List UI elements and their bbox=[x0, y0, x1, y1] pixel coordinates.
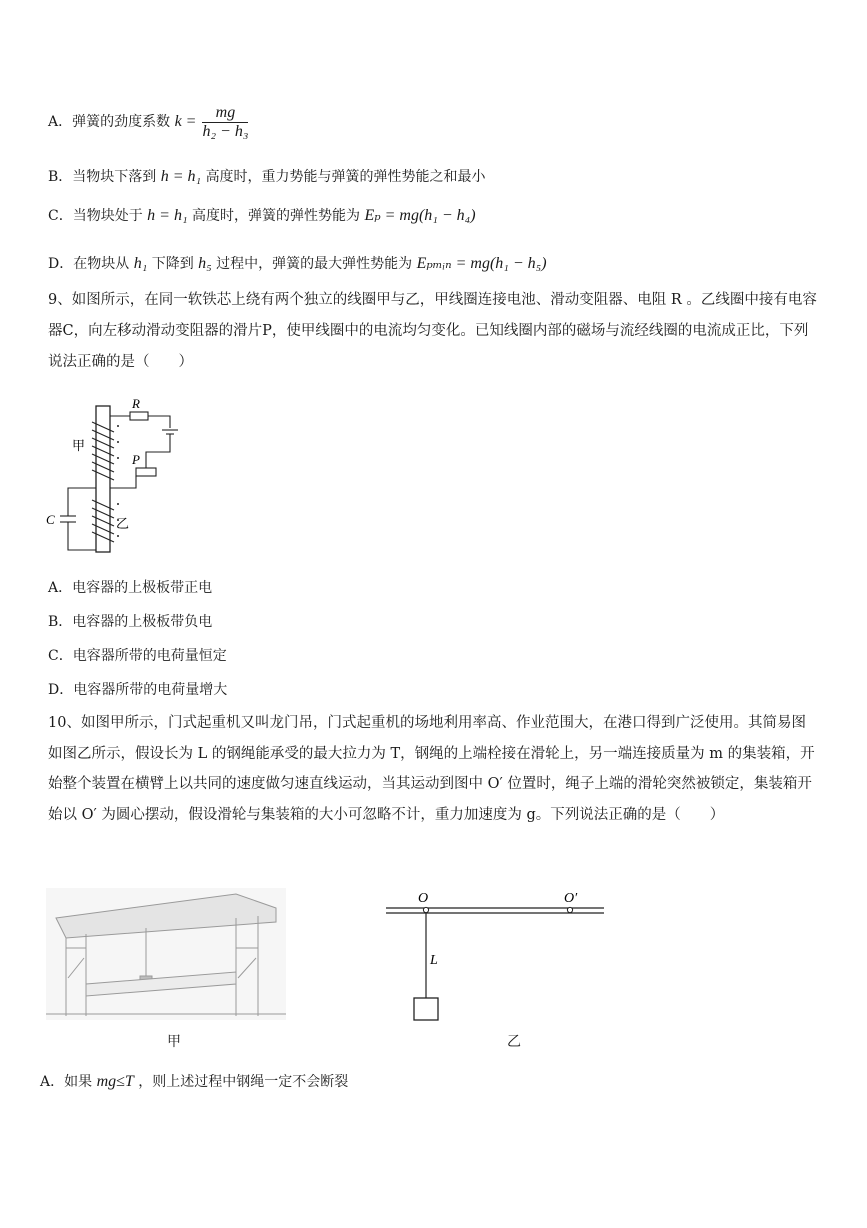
iron-core bbox=[96, 406, 110, 552]
q10-stem: 10、如图甲所示，门式起重机又叫龙门吊，门式起重机的场地利用率高、作业范围大，在港口得到广泛使用。其简易图如图乙所示，假设长为 L 的钢绳能承受的最大拉力为 T，钢绳的上端栓接在滑轮上，另一端连接质量为 m 的集装箱，开始整个装置在横臂上以共同的速度做匀速直线运动，当其运动到图中 O′ 位置时，绳子上端的滑轮突然被锁定，集装箱开始以 O′ 为圆心摆动，假设滑轮与集装箱的大小可忽略不计，重力加速度为 g。下列说法正确的是（ ） bbox=[48, 715, 815, 823]
gantry-crane-photo bbox=[46, 888, 286, 1020]
q9-option-b: B．电容器的上极板带负电 bbox=[48, 614, 213, 630]
q10-option-a: A．如果 mg≤T ，则上述过程中钢绳一定不会断裂 bbox=[40, 1073, 349, 1090]
caption-jia: 甲 bbox=[167, 1034, 181, 1050]
q8-option-b: B．当物块下落到 h = h₁ 高度时，重力势能与弹簧的弹性势能之和最小 bbox=[48, 168, 486, 185]
label-yi: 乙 bbox=[116, 516, 130, 531]
q9-circuit-figure bbox=[40, 392, 210, 562]
point-O bbox=[423, 907, 428, 912]
q9-option-d: D．电容器所带的电荷量增大 bbox=[48, 682, 228, 698]
label-O: O bbox=[418, 891, 429, 906]
q8-option-a-formula: k = $\frac{mg}{\text{h₂ − h₃}}$ bbox=[174, 104, 249, 140]
q9-stem: 9、如图所示，在同一软铁芯上绕有两个独立的线圈甲与乙，甲线圈连接电池、滑动变阻器、电阻 R 。乙线圈中接有电容器C，向左移动滑动变阻器的滑片P，使甲线圈中的电流均匀变化。已知线圈内部的磁场与流经线圈的电流成正比，下列说法正确的是（ ） bbox=[48, 292, 817, 370]
coil-yi bbox=[92, 500, 114, 542]
label-jia: 甲 bbox=[72, 438, 86, 453]
resistor-R bbox=[130, 412, 148, 420]
label-R: R bbox=[132, 396, 140, 411]
label-P: P bbox=[132, 452, 140, 467]
pendulum-diagram bbox=[384, 886, 608, 1026]
q8-option-d: D．在物块从 h₁ 下降到 h₅ 过程中，弹簧的最大弹性势能为 Eₚₘᵢₙ = mg(h₁ − h₅) bbox=[48, 255, 547, 272]
point-O-prime bbox=[567, 907, 572, 912]
q8-option-a: A．弹簧的劲度系数 k = $\frac{mg}{\text{h₂ − h₃}}$ bbox=[48, 104, 249, 140]
label-L: L bbox=[430, 953, 438, 968]
q9-option-c: C．电容器所带的电荷量恒定 bbox=[48, 648, 227, 664]
coil-jia bbox=[92, 422, 114, 480]
label-O-prime: O′ bbox=[564, 891, 578, 906]
q8-option-c: C．当物块处于 h = h₁ 高度时，弹簧的弹性势能为 Eₚ = mg(h₁ − h₄) bbox=[48, 207, 476, 224]
q9-option-a: A．电容器的上极板带正电 bbox=[48, 580, 213, 596]
caption-yi: 乙 bbox=[507, 1034, 521, 1050]
container-box bbox=[414, 998, 438, 1020]
label-C: C bbox=[46, 512, 55, 527]
rheostat bbox=[136, 468, 156, 476]
